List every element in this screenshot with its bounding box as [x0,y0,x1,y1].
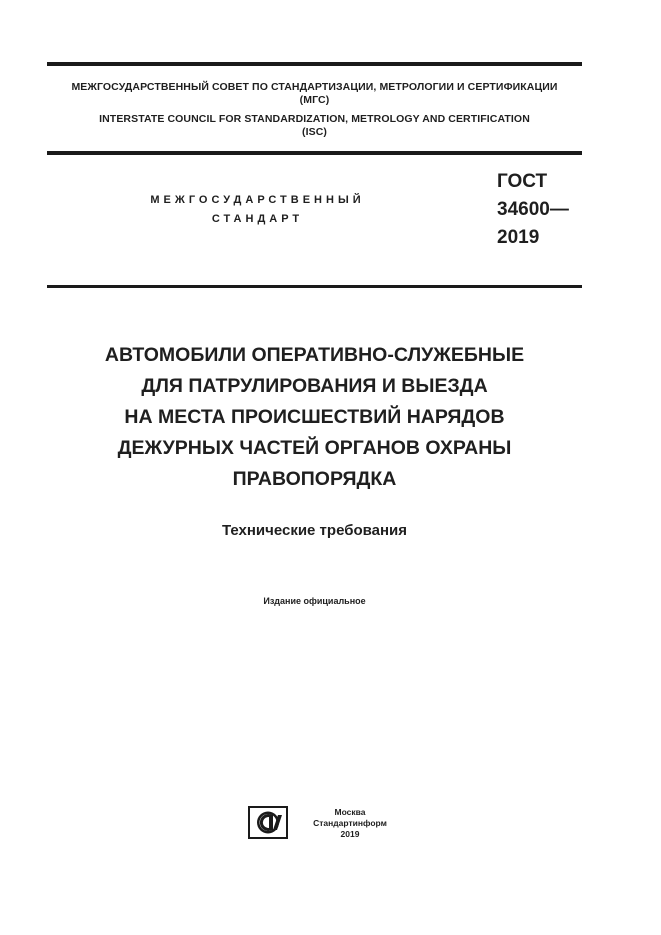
publisher-city: Москва [334,807,366,817]
document-subtitle: Технические требования [221,522,408,539]
gost-number: 34600— [497,199,569,220]
middle-rule [47,151,582,155]
council-abbr-en: (ISC) [302,126,327,138]
document-title-line3: НА МЕСТА ПРОИСШЕСТВИЙ НАРЯДОВ [124,406,505,428]
document-title-line1: АВТОМОБИЛИ ОПЕРАТИВНО-СЛУЖЕБНЫЕ [104,344,525,366]
standard-kind-line1: МЕЖГОСУДАРСТВЕННЫЙ [150,194,365,206]
publisher-name: Стандартинформ [313,818,387,828]
gost-year: 2019 [497,227,540,248]
council-name-en: INTERSTATE COUNCIL FOR STANDARDIZATION, METROLOGY AND CERTIFICATION [99,113,530,125]
document-title-line4: ДЕЖУРНЫХ ЧАСТЕЙ ОРГАНОВ ОХРАНЫ [117,437,512,459]
publication-year: 2019 [340,829,360,839]
standard-kind-line2: СТАНДАРТ [211,213,304,225]
top-rule [47,62,582,66]
standartinform-logo-icon [248,806,288,839]
gost-label: ГОСТ [497,171,548,192]
document-title-line5: ПРАВОПОРЯДКА [232,468,397,490]
council-name-ru: МЕЖГОСУДАРСТВЕННЫЙ СОВЕТ ПО СТАНДАРТИЗАЦИИ, МЕТРОЛОГИИ И СЕРТИФИКАЦИИ [71,81,558,93]
edition-note: Издание официальное [263,596,366,606]
council-abbr-ru: (МГС) [299,94,330,106]
bottom-rule [47,285,582,288]
document-title-line2: ДЛЯ ПАТРУЛИРОВАНИЯ И ВЫЕЗДА [141,375,488,397]
